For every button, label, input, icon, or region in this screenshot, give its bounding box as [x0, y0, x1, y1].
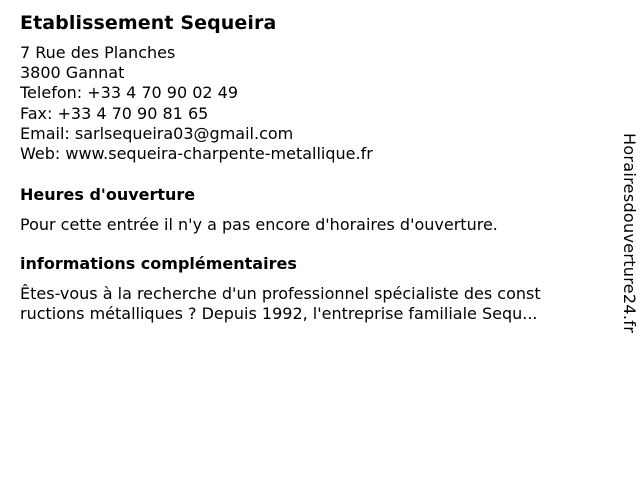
business-card: [20, 10, 590, 325]
additional-info-heading: informations complémentaires: [20, 253, 297, 273]
city-line: 3800 Gannat: [20, 63, 125, 83]
web-line: Web: www.sequeira-charpente-metallique.fr: [20, 144, 373, 164]
additional-info-text-line-1: Êtes-vous à la recherche d'un professionnel spécialiste des const: [20, 283, 541, 303]
opening-hours-text: Pour cette entrée il n'y a pas encore d'horaires d'ouverture.: [20, 215, 498, 235]
email-line: Email: sarlsequeira03@gmail.com: [20, 123, 294, 143]
business-name: Etablissement Sequeira: [20, 12, 277, 34]
fax-line: Fax: +33 4 70 90 81 65: [20, 103, 209, 123]
phone-line: Telefon: +33 4 70 90 02 49: [20, 83, 239, 103]
additional-info-text-line-2: ructions métalliques ? Depuis 1992, l'entreprise familiale Sequ...: [20, 304, 538, 324]
additional-info-text: [20, 284, 590, 325]
address-line: 7 Rue des Planches: [20, 43, 176, 62]
site-brand-label: Horairesdouverture24.fr: [620, 133, 639, 334]
opening-hours-heading: Heures d'ouverture: [20, 185, 196, 205]
